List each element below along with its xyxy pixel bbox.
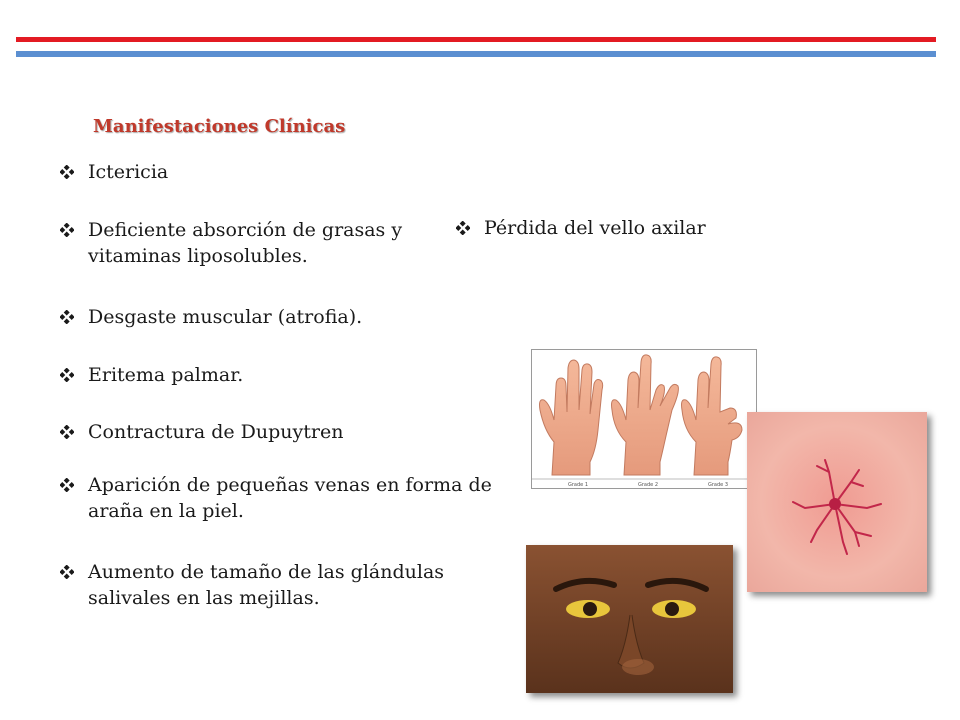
grade-3-label: Grade 3 [708,482,729,488]
bullet-text-continued: salivales en las mejillas. [88,587,320,609]
spider-angioma-photo [747,412,927,592]
bullet-item [60,472,492,524]
bullet-text: Contractura de Dupuytren [88,421,344,443]
diamond-bullet-icon [60,223,74,237]
bullet-text: Deficiente absorción de grasas y [88,219,403,241]
spider-veins-drawing [747,412,927,592]
bullet-text: Desgaste muscular (atrofia). [88,306,363,328]
hand-grade-2 [612,355,679,475]
bullet-item [60,159,168,185]
grade-1-label: Grade 1 [568,482,589,488]
jaundice-eyes-photo [526,545,733,693]
hands-drawing [532,350,756,488]
diamond-bullet-icon [60,368,74,382]
bullet-text: Aparición de pequeñas venas en forma de [88,474,492,496]
grade-2-label: Grade 2 [638,482,659,488]
diamond-bullet-icon [60,425,74,439]
face-drawing [526,545,733,693]
bullet-text: Ictericia [88,161,169,183]
bullet-item [60,419,343,445]
diamond-bullet-icon [60,565,74,579]
bullet-item [60,304,362,330]
bullet-text-continued: araña en la piel. [88,500,244,522]
hand-grade-1 [540,360,603,475]
bullet-text-continued: vitaminas liposolubles. [88,245,308,267]
hand-grade-3 [682,357,743,475]
header-blue-rule [16,51,936,57]
diamond-bullet-icon [60,165,74,179]
bullet-text: Aumento de tamaño de las glándulas [88,561,445,583]
bullet-text: Pérdida del vello axilar [484,217,706,239]
bullet-item [60,362,243,388]
diamond-bullet-icon [60,478,74,492]
bullet-item-right [456,215,706,241]
bullet-text: Eritema palmar. [88,364,244,386]
slide-title: Manifestaciones Clínicas [93,116,346,137]
bullet-item [60,217,402,269]
diamond-bullet-icon [60,310,74,324]
bullet-item [60,559,444,611]
dupuytren-hands-illustration [531,349,757,489]
header-red-rule [16,37,936,42]
diamond-bullet-icon [456,221,470,235]
